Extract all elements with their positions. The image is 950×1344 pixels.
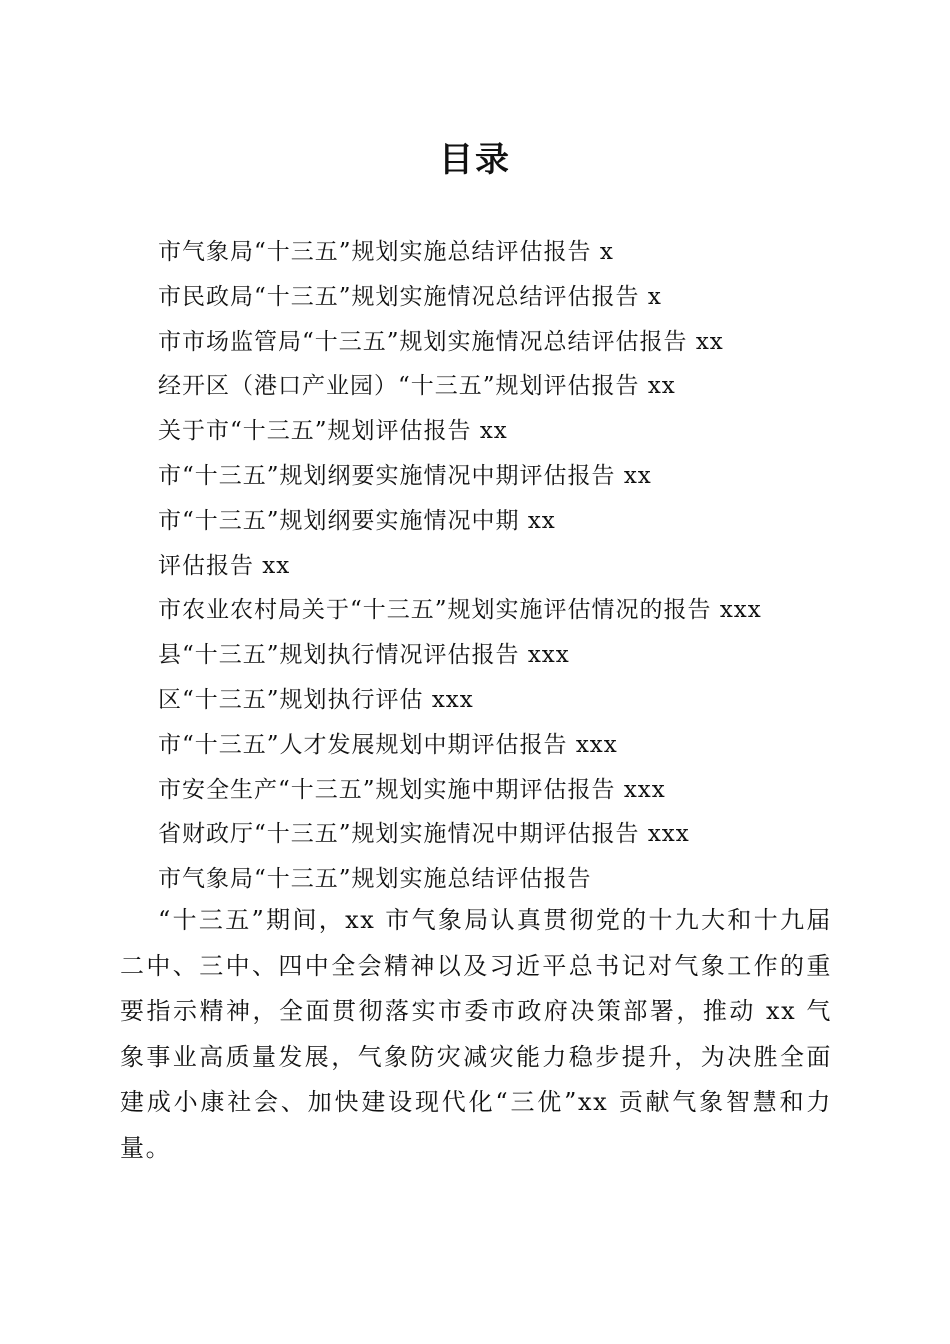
toc-item: 市气象局“十三五”规划实施总结评估报告 x: [158, 239, 614, 265]
toc-item: 县“十三五”规划执行情况评估报告 xxx: [158, 642, 570, 669]
toc-item: 区“十三五”规划执行评估 xxx: [158, 686, 474, 713]
toc-item: 经开区（港口产业园）“十三五”规划评估报告 xx: [158, 373, 676, 400]
toc-item: 省财政厅“十三五”规划实施情况中期评估报告 xxx: [158, 821, 690, 848]
toc-item: 市安全生产“十三五”规划实施中期评估报告 xxx: [158, 776, 666, 803]
page-title: 目录: [439, 140, 511, 180]
toc-item: 市市场监管局“十三五”规划实施情况总结评估报告 xx: [158, 328, 724, 355]
toc-item: 关于市“十三五”规划评估报告 xx: [158, 418, 508, 445]
toc-item: 市农业农村局关于“十三五”规划实施评估情况的报告 xxx: [158, 597, 762, 624]
toc-item: 市“十三五”规划纲要实施情况中期评估报告 xx: [158, 462, 652, 489]
toc-item: 评估报告 xx: [158, 552, 291, 579]
table-of-contents: [158, 230, 858, 902]
toc-item: 市“十三五”规划纲要实施情况中期 xx: [158, 507, 556, 534]
toc-item: 市民政局“十三五”规划实施情况总结评估报告 x: [158, 283, 662, 310]
body-paragraph: “十三五”期间，xx 市气象局认真贯彻党的十九大和十九届二中、三中、四中全会精神以及习近平总书记对气象工作的重要指示精神，全面贯彻落实市委市政府决策部署，推动 xx 气象事业高质量发展，气象防灾减灾能力稳步提升，为决胜全面建成小康社会、加快建设现代化“三优”xx 贡献气象智慧和力量。: [120, 906, 832, 1162]
toc-item: 市气象局“十三五”规划实施总结评估报告: [158, 866, 592, 893]
toc-item: 市“十三五”人才发展规划中期评估报告 xxx: [158, 731, 618, 758]
